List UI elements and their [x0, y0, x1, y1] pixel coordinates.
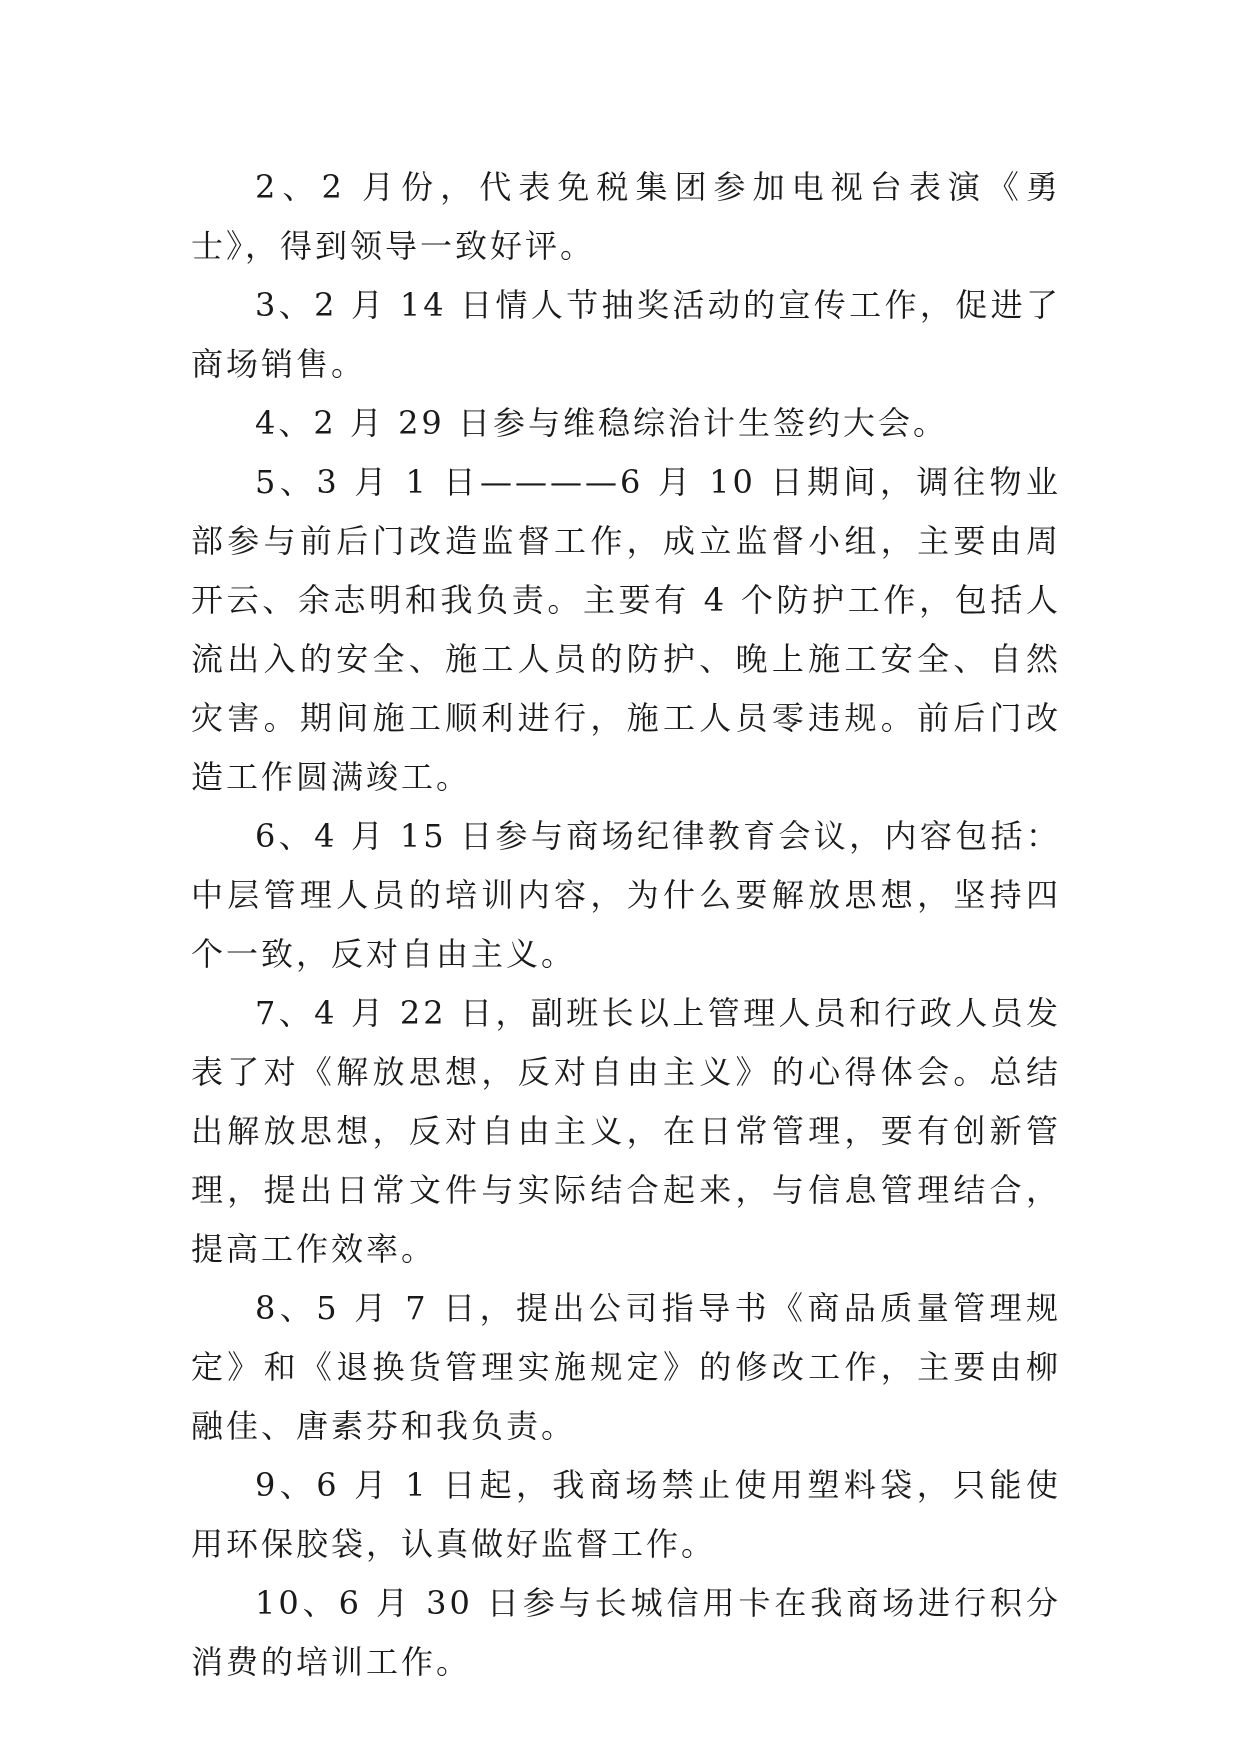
- paragraph-item-6: 6、4 月 15 日参与商场纪律教育会议，内容包括：中层管理人员的培训内容，为什么要解放思想，坚持四个一致，反对自由主义。: [191, 817, 1061, 973]
- paragraph-item-9: 9、6 月 1 日起，我商场禁止使用塑料袋，只能使用环保胶袋，认真做好监督工作。: [191, 1466, 1061, 1563]
- paragraph-item-2: 2、2 月份，代表免税集团参加电视台表演《勇士》，得到领导一致好评。: [191, 168, 1061, 265]
- paragraph-item-3: 3、2 月 14 日情人节抽奖活动的宣传工作，促进了商场销售。: [191, 286, 1061, 383]
- paragraph-item-4: 4、2 月 29 日参与维稳综治计生签约大会。: [255, 404, 948, 442]
- paragraph-item-10: 10、6 月 30 日参与长城信用卡在我商场进行积分消费的培训工作。: [191, 1584, 1061, 1681]
- paragraph-item-7: 7、4 月 22 日，副班长以上管理人员和行政人员发表了对《解放思想，反对自由主义》的心得体会。总结出解放思想，反对自由主义，在日常管理，要有创新管理，提出日常文件与实际结合起来，与信息管理结合，提高工作效率。: [191, 994, 1061, 1268]
- document-body: [191, 158, 1061, 1692]
- paragraph-item-8: 8、5 月 7 日，提出公司指导书《商品质量管理规定》和《退换货管理实施规定》的修改工作，主要由柳融佳、唐素芬和我负责。: [191, 1289, 1061, 1445]
- paragraph-item-5: 5、3 月 1 日————6 月 10 日期间，调往物业部参与前后门改造监督工作，成立监督小组，主要由周开云、余志明和我负责。主要有 4 个防护工作，包括人流出入的安全、施工人员的防护、晚上施工安全、自然灾害。期间施工顺利进行，施工人员零违规。前后门改造工作圆满竣工。: [191, 463, 1061, 796]
